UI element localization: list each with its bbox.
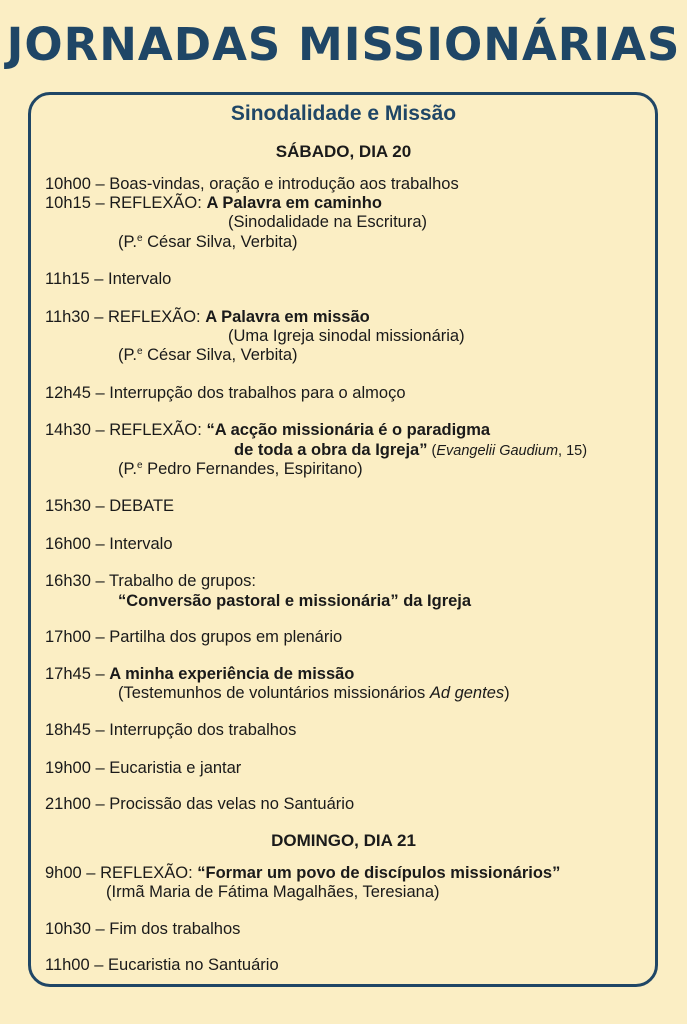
schedule-item: 18h45 – Interrupção dos trabalhos bbox=[45, 721, 297, 739]
schedule-item: 11h15 – Intervalo bbox=[45, 270, 172, 288]
schedule-speaker: (P.$^e$ César Silva, Verbita) bbox=[118, 233, 298, 251]
schedule-subtitle: (Sinodalidade na Escritura) bbox=[228, 213, 428, 231]
schedule-speaker: (P.$^e$ Pedro Fernandes, Espiritano) bbox=[118, 460, 363, 478]
schedule-item: 10h30 – Fim dos trabalhos bbox=[45, 920, 241, 938]
schedule-item: 9h00 – REFLEXÃO: “Formar um povo de discípulos missionários” bbox=[45, 864, 561, 882]
schedule-item: 16h30 – Trabalho de grupos: bbox=[45, 572, 257, 590]
schedule-item: 16h00 – Intervalo bbox=[45, 535, 173, 553]
schedule-item: 11h30 – REFLEXÃO: A Palavra em missão bbox=[45, 308, 370, 326]
schedule-item: 12h45 – Interrupção dos trabalhos para o almoço bbox=[45, 384, 406, 402]
schedule-item: 17h00 – Partilha dos grupos em plenário bbox=[45, 628, 343, 646]
day1-heading: SÁBADO, DIA 20 bbox=[275, 142, 412, 161]
schedule-item: 15h30 – DEBATE bbox=[45, 497, 175, 515]
page-title: JORNADAS MISSIONÁRIAS bbox=[6, 18, 681, 71]
schedule-speaker: (P.$^e$ César Silva, Verbita) bbox=[118, 346, 298, 364]
schedule-item: 19h00 – Eucaristia e jantar bbox=[45, 759, 242, 777]
schedule-item: 17h45 – A minha experiência de missão bbox=[45, 665, 355, 683]
schedule-item: 10h00 – Boas-vindas, oração e introdução aos trabalhos bbox=[45, 175, 459, 193]
schedule-subtitle: de toda a obra da Igreja” (Evangelii Gaudium, 15) bbox=[234, 441, 588, 459]
schedule-subtitle: (Testemunhos de voluntários missionários Ad gentes) bbox=[118, 684, 510, 702]
schedule-item: 10h15 – REFLEXÃO: A Palavra em caminho bbox=[45, 194, 382, 212]
day2-heading: DOMINGO, DIA 21 bbox=[271, 831, 416, 850]
schedule-item: 11h00 – Eucaristia no Santuário bbox=[45, 956, 279, 974]
schedule-subtitle: “Conversão pastoral e missionária” da Igreja bbox=[118, 592, 472, 610]
schedule-speaker: (Irmã Maria de Fátima Magalhães, Teresiana) bbox=[106, 883, 440, 901]
schedule-item: 14h30 – REFLEXÃO: “A acção missionária é o paradigma bbox=[45, 421, 491, 439]
schedule-subtitle: (Uma Igreja sinodal missionária) bbox=[228, 327, 465, 345]
program-subtitle: Sinodalidade e Missão bbox=[230, 102, 457, 125]
schedule-item: 21h00 – Procissão das velas no Santuário bbox=[45, 795, 355, 813]
